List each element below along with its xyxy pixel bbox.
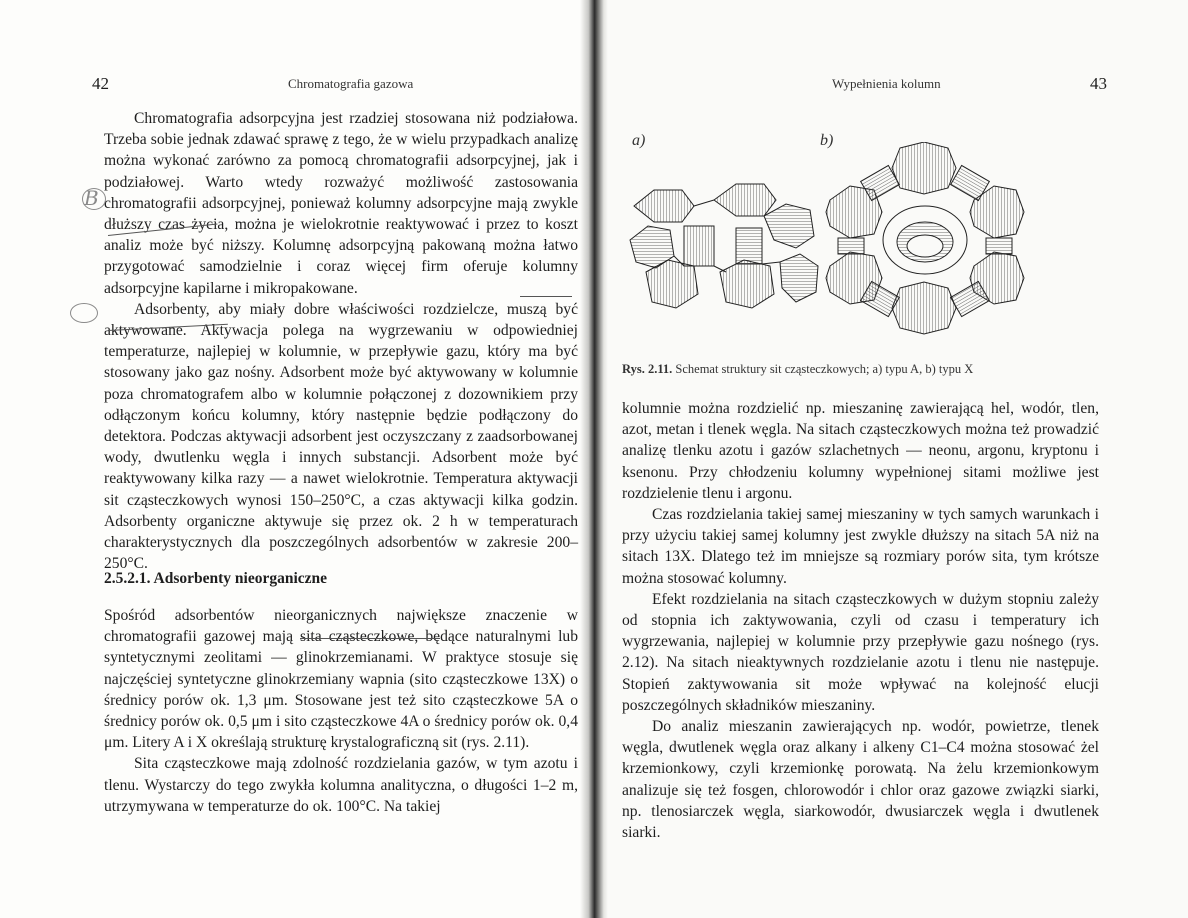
paragraph: Chromatografia adsorpcyjna jest rzadziej stosowana niż podziałowa. Trzeba sobie jednak zdawać sprawę z tego, że w wielu przypadkach analizę można wykonać zarówno za pomocą chromatografii adsorpcyjnej, jak i podziałowej. Warto wtedy rozważyć możliwość zastosowania chromatografii adsorpcyjnej, ponieważ kolumny adsorpcyjne mają zwykle dłuższy czas życia, można je wielokrotnie reaktywować i przez to koszt analiz może być niższy. Kolumnę adsorpcyjną pakowaną można łatwo przygotować samodzielnie i coraz więcej firm oferuje kolumny adsorpcyjne kapilarne i mikropakowane.: [104, 110, 578, 297]
margin-circle-empty: [70, 303, 98, 323]
page-number: 43: [1090, 74, 1107, 93]
paragraph: Sita cząsteczkowe mają zdolność rozdzielania gazów, w tym azotu i tlenu. Wystarczy do tego zwykła kolumna analityczna, o długości 1–2 m, utrzymywana w temperaturze do ok. 100°C. Na takiej: [104, 755, 578, 815]
running-head: Chromatografia gazowa: [288, 76, 414, 91]
page-number: 42: [92, 74, 109, 93]
paragraph: Czas rozdzielania takiej samej mieszaniny w tych samych warunkach i przy użyciu takiej samej kolumny jest zwykle dłuższy na sitach 5A niż na sitach 13X. Dlatego też im mniejsze są rozmiary porów sita, tym krótsze można stosować kolumny.: [622, 506, 1099, 587]
zeolite-x-figure: [824, 142, 1026, 336]
right-page: [596, 0, 1188, 918]
figure-caption: [622, 362, 973, 377]
pencil-underline: [300, 638, 440, 639]
paragraph: kolumnie można rozdzielić np. mieszaninę zawierającą hel, wodór, tlen, azot, metan i tlenek węgla. Na sitach cząsteczkowych można też prowadzić analizę tlenku azotu i gazów szlachetnych — neonu, argonu, kryptonu i ksenonu. Przy chłodzeniu kolumny wypełnionej sitami możliwe jest rozdzielenie tlenu i argonu.: [622, 400, 1099, 502]
margin-circle: [82, 188, 106, 210]
figure-caption-text: Schemat struktury sit cząsteczkowych; a) typu A, b) typu X: [675, 362, 974, 376]
figure-label-b: b): [820, 132, 834, 149]
body-text-block-3: [622, 398, 1099, 843]
paragraph: Efekt rozdzielania na sitach cząsteczkowych w dużym stopniu zależy od stopnia ich zaktywowania, czyli od czasu i temperatury ich wygrzewania, najlepiej w kolumnie przy przepływie gazu nośnego (rys. 2.12). Na sitach nieaktywnych rozdzielanie azotu i tlenu nie następuje. Stopień zaktywowania sit może wpływać na kolejność elucji poszczególnych składników mieszaniny.: [622, 590, 1099, 714]
figure-label-a: a): [632, 132, 646, 149]
body-text-block-1: [104, 108, 578, 574]
book-spine-shadow: [580, 0, 608, 918]
paragraph: Do analiz mieszanin zawierających np. wodór, powietrze, tlenek węgla, dwutlenek węgla oraz alkany i alkeny C1–C4 można stosować żel krzemionkowy, czyli krzemionkę porowatą. Na żelu krzemionkowym analizuje się też fosgen, chlorowodór i chlor oraz gazowe związki siarki, np. tlenosiarczek węgla, siarkowodór, dwusiarczek węgla i dwutlenek siarki.: [622, 718, 1099, 842]
zeolite-a-figure: [624, 176, 824, 326]
paragraph: Adsorbenty, aby miały dobre właściwości rozdzielcze, muszą być aktywowane. Aktywacja polega na wygrzewaniu w odpowiedniej temperaturze, najlepiej w kolumnie, w przepływie gazu, który ma być stosowany jako gaz nośny. Adsorbent może być aktywowany w kolumnie poza chromatografem albo w kolumnie połączonej z dozownikiem przy odłączonym końcu kolumny, który następnie będzie podłączony do detektora. Podczas aktywacji adsorbent jest oczyszczany z zaadsorbowanej wody, dwutlenku węgla i innych substancji. Adsorbent może być reaktywowany kilka razy — a nawet wielokrotnie. Temperatura aktywacji sit cząsteczkowych wynosi 150–250°C, a czas aktywacji kilka godzin. Adsorbenty organiczne aktywuje się przez ok. 2 h w temperaturach charakterystycznych dla poszczególnych adsorbentów w zakresie 200–250°C.: [104, 300, 578, 573]
pencil-underline: [520, 296, 572, 297]
paragraph: Spośród adsorbentów nieorganicznych największe znaczenie w chromatografii gazowej mają sita cząsteczkowe, będące naturalnymi lub syntetycznymi zeolitami — glinokrzemianami. W praktyce stosuje się najczęściej syntetyczne glinokrzemiany wapnia (sito cząsteczkowe 13X) o średnicy porów ok. 1,3 μm. Stosowane jest też sito cząsteczkowe 5A o średnicy porów ok. 0,5 μm i sito cząsteczkowe 4A o średnicy porów ok. 0,4 μm. Litery A i X określają strukturę krystalograficzną sit (rys. 2.11).: [104, 607, 578, 752]
section-heading: 2.5.2.1. Adsorbenty nieorganiczne: [104, 570, 328, 587]
figure-caption-number: Rys. 2.11.: [622, 362, 673, 376]
body-text-block-2: [104, 605, 578, 817]
running-head: Wypełnienia kolumn: [832, 76, 941, 91]
margin-mark-b: B: [84, 186, 99, 210]
